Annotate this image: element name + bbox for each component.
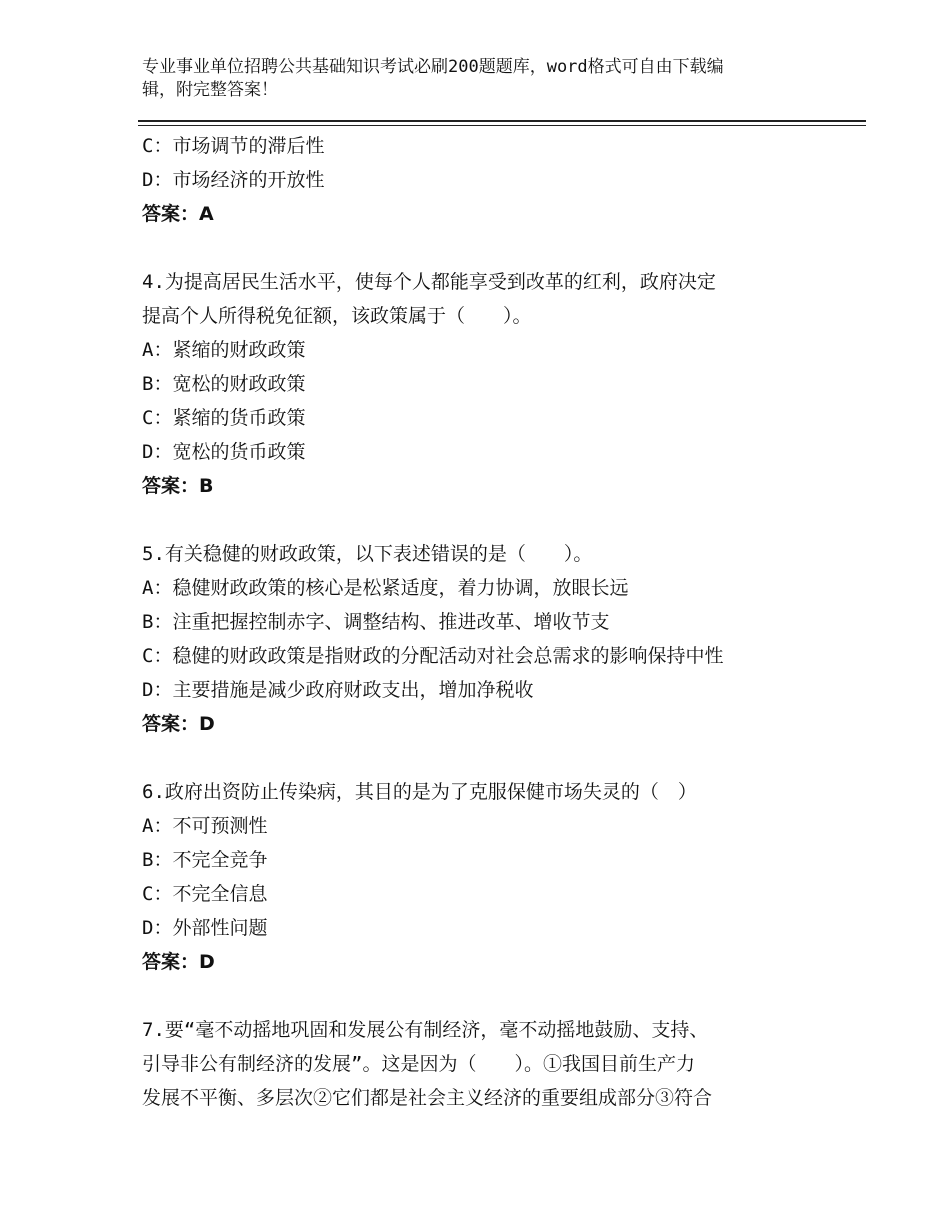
option-a: A：稳健财政政策的核心是松紧适度，着力协调，放眼长远	[142, 577, 629, 599]
header-line-2: 辑，附完整答案！	[142, 80, 278, 100]
answer: 答案：B	[142, 475, 214, 497]
header-rule-thick	[138, 120, 866, 122]
option-b: B：注重把握控制赤字、调整结构、推进改革、增收节支	[142, 611, 610, 633]
answer: 答案：D	[142, 713, 215, 735]
answer: 答案：A	[142, 203, 214, 225]
question-4	[142, 265, 822, 503]
question-3-tail	[142, 129, 822, 231]
question-text-line: 6.政府出资防止传染病，其目的是为了克服保健市场失灵的（ ）	[142, 781, 697, 803]
question-text-line: 5.有关稳健的财政政策，以下表述错误的是（ ）。	[142, 543, 593, 565]
question-5	[142, 537, 822, 741]
option-d: D：主要措施是减少政府财政支出，增加净税收	[142, 679, 534, 701]
option-d: D：市场经济的开放性	[142, 169, 325, 191]
option-c: C：不完全信息	[142, 883, 268, 905]
option-c: C：紧缩的货币政策	[142, 407, 306, 429]
spacer	[142, 979, 822, 1013]
header-line-1: 专业事业单位招聘公共基础知识考试必刷200题题库，word格式可自由下载编	[142, 57, 724, 77]
header-rule-thin	[138, 125, 866, 126]
question-text-line: 4.为提高居民生活水平，使每个人都能享受到改革的红利，政府决定	[142, 271, 716, 293]
question-text-line: 提高个人所得税免征额，该政策属于（ ）。	[142, 305, 532, 327]
spacer	[142, 741, 822, 775]
option-b: B：宽松的财政政策	[142, 373, 306, 395]
option-d: D：宽松的货币政策	[142, 441, 306, 463]
option-a: A：不可预测性	[142, 815, 268, 837]
option-b: B：不完全竞争	[142, 849, 268, 871]
question-6	[142, 775, 822, 979]
option-c: C：稳健的财政政策是指财政的分配活动对社会总需求的影响保持中性	[142, 645, 724, 667]
question-text-line: 7.要“毫不动摇地巩固和发展公有制经济，毫不动摇地鼓励、支持、	[142, 1019, 709, 1041]
question-text-line: 引导非公有制经济的发展”。这是因为（ ）。①我国目前生产力	[142, 1053, 695, 1075]
page-header	[142, 56, 792, 102]
question-text-line: 发展不平衡、多层次②它们都是社会主义经济的重要组成部分③符合	[142, 1087, 713, 1109]
option-a: A：紧缩的财政政策	[142, 339, 306, 361]
option-d: D：外部性问题	[142, 917, 268, 939]
answer: 答案：D	[142, 951, 215, 973]
option-c: C：市场调节的滞后性	[142, 135, 325, 157]
spacer	[142, 503, 822, 537]
question-7	[142, 1013, 822, 1115]
question-list	[142, 129, 822, 1115]
spacer	[142, 231, 822, 265]
